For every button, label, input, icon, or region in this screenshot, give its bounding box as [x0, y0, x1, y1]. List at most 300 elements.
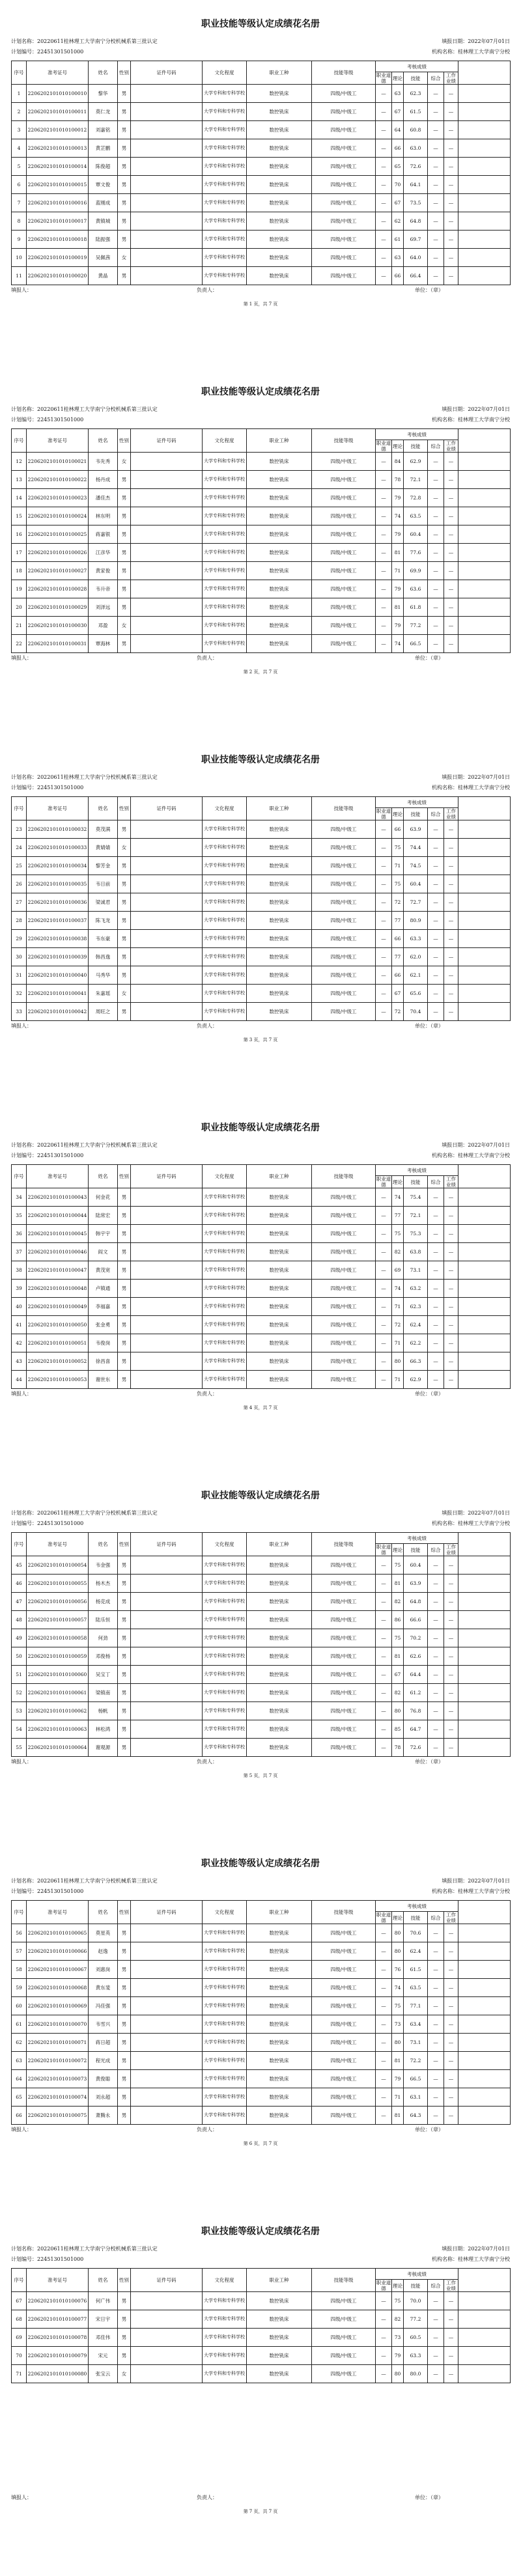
cell-skill: 63.9 [404, 820, 428, 839]
cell-edu: 大学专科和专科学校 [203, 1225, 247, 1243]
table-row [12, 1316, 511, 1334]
header-id: 证件号码 [131, 797, 203, 820]
header-level: 技能等级 [312, 429, 376, 453]
cell-job: 数控铣床 [247, 471, 312, 489]
cell-theory: 73 [392, 2329, 404, 2347]
cell-edu: 大学专科和专科学校 [203, 966, 247, 985]
cell-level: 四级/中级工 [312, 1629, 376, 1647]
cell-blank [458, 507, 511, 525]
cell-id [131, 598, 203, 617]
cell-work: — [444, 1924, 458, 1942]
cell-job: 数控铣床 [247, 1739, 312, 1757]
cell-level: 四级/中级工 [312, 893, 376, 912]
cell-total: — [428, 1352, 444, 1371]
cell-t: — [376, 212, 392, 231]
page-number-total: 7 [268, 1773, 272, 1778]
header-ethics: 职业道德 [376, 808, 391, 820]
cell-level: 四级/中级工 [312, 1666, 376, 1684]
cell-skill: 69.7 [404, 231, 428, 249]
cell-id [131, 966, 203, 985]
cell-gender: 男 [118, 2310, 131, 2329]
cell-job: 数控铣床 [247, 2107, 312, 2125]
header-total: 综合 [428, 440, 444, 453]
cell-blank [458, 875, 511, 893]
table-row [12, 489, 511, 507]
cell-total: — [428, 1942, 444, 1961]
cell-job: 数控铣床 [247, 1666, 312, 1684]
cell-id [131, 839, 203, 857]
table-row [12, 2292, 511, 2310]
page-number-total: 7 [268, 2141, 272, 2146]
cell-level: 四级/中级工 [312, 2347, 376, 2365]
cell-blank [458, 1243, 511, 1261]
cell-cert: 2206202101010100030 [27, 617, 89, 635]
cell-skill: 77.6 [404, 544, 428, 562]
header-theory: 理论 [392, 1176, 404, 1188]
header-name: 姓名 [89, 1533, 118, 1556]
header-gender: 性别 [118, 2269, 131, 2292]
cell-cert: 2206202101010100058 [27, 1629, 89, 1647]
cell-no: 4 [12, 139, 27, 158]
cell-blank [458, 1556, 511, 1575]
cell-id [131, 617, 203, 635]
cell-name: 黄俊聪 [89, 2070, 118, 2088]
cell-id [131, 1371, 203, 1389]
cell-theory: 81 [392, 544, 404, 562]
cell-gender: 男 [118, 1280, 131, 1298]
cell-id [131, 820, 203, 839]
cell-cert: 2206202101010100055 [27, 1575, 89, 1593]
cell-total: — [428, 85, 444, 103]
cell-t: — [376, 1942, 392, 1961]
header-job: 职业工种 [247, 61, 312, 85]
cell-blank [458, 2329, 511, 2347]
cell-edu: 大学专科和专科学校 [203, 580, 247, 598]
cell-skill: 74.4 [404, 839, 428, 857]
cell-edu: 大学专科和专科学校 [203, 2052, 247, 2070]
cell-level: 四级/中级工 [312, 2329, 376, 2347]
header-blank [458, 61, 511, 85]
table-row [12, 2310, 511, 2329]
cell-id [131, 1702, 203, 1720]
cell-job: 数控铣床 [247, 2347, 312, 2365]
cell-theory: 72 [392, 893, 404, 912]
cell-skill: 63.3 [404, 930, 428, 948]
cell-total: — [428, 1298, 444, 1316]
cell-total: — [428, 2070, 444, 2088]
cell-blank [458, 2347, 511, 2365]
cell-level: 四级/中级工 [312, 839, 376, 857]
cell-blank [458, 544, 511, 562]
cell-cert: 2206202101010100049 [27, 1298, 89, 1316]
org-label: 机构名称： [432, 49, 458, 55]
cell-cert: 2206202101010100011 [27, 103, 89, 121]
cell-total: — [428, 2292, 444, 2310]
cell-gender: 男 [118, 1924, 131, 1942]
cell-total: — [428, 103, 444, 121]
cell-t: — [376, 1961, 392, 1979]
cell-cert: 2206202101010100017 [27, 212, 89, 231]
header-level: 技能等级 [312, 1901, 376, 1924]
table-row [12, 875, 511, 893]
cell-cert: 2206202101010100052 [27, 1352, 89, 1371]
page-number-current: 2 [249, 669, 253, 675]
cell-theory: 80 [392, 1702, 404, 1720]
cell-blank [458, 839, 511, 857]
table-row [12, 2329, 511, 2347]
header-name: 姓名 [89, 1901, 118, 1924]
cell-work: — [444, 562, 458, 580]
cell-cert: 2206202101010100038 [27, 930, 89, 948]
cell-level: 四级/中级工 [312, 820, 376, 839]
cell-job: 数控铣床 [247, 1942, 312, 1961]
cell-id [131, 139, 203, 158]
cell-t: — [376, 875, 392, 893]
table-row [12, 839, 511, 857]
cell-edu: 大学专科和专科学校 [203, 635, 247, 653]
cell-t: — [376, 158, 392, 176]
cell-id [131, 1280, 203, 1298]
exam-date: 2022年07月01日 [468, 38, 510, 44]
cell-no: 3 [12, 121, 27, 139]
cell-job: 数控铣床 [247, 1316, 312, 1334]
cell-name: 莫茂满 [89, 820, 118, 839]
cell-id [131, 1666, 203, 1684]
filler-label: 填报人： [11, 1023, 32, 1029]
leader-label: 负责人： [197, 1023, 218, 1029]
cell-cert: 2206202101010100013 [27, 139, 89, 158]
cell-no: 63 [12, 2052, 27, 2070]
cell-name: 黄镇城 [89, 212, 118, 231]
plan-name: 20220611桂林理工大学南宁分校机械系第三批认定 [37, 38, 158, 44]
cell-total: — [428, 2015, 444, 2034]
cell-gender: 女 [118, 985, 131, 1003]
cell-cert: 2206202101010100041 [27, 985, 89, 1003]
cell-id [131, 158, 203, 176]
cell-work: — [444, 544, 458, 562]
cell-id [131, 525, 203, 544]
header-edu: 文化程度 [203, 429, 247, 453]
cell-id [131, 249, 203, 267]
roster-page-4 [0, 1104, 521, 1468]
table-row [12, 1924, 511, 1942]
header-work: 工作业绩 [444, 1912, 458, 1924]
exam-date-label: 填报日期： [442, 1142, 468, 1148]
cell-theory: 79 [392, 580, 404, 598]
table-row [12, 1961, 511, 1979]
cell-no: 53 [12, 1702, 27, 1720]
cell-id [131, 1684, 203, 1702]
header-no: 序号 [12, 1533, 27, 1556]
cell-edu: 大学专科和专科学校 [203, 857, 247, 875]
meta-row-plan [11, 38, 510, 45]
cell-id [131, 1225, 203, 1243]
cell-no: 50 [12, 1647, 27, 1666]
cell-no: 69 [12, 2329, 27, 2347]
cell-gender: 男 [118, 966, 131, 985]
cell-blank [458, 103, 511, 121]
cell-id [131, 507, 203, 525]
cell-skill: 70.4 [404, 1003, 428, 1021]
cell-name: 刘惠岗 [89, 1961, 118, 1979]
cell-gender: 男 [118, 1334, 131, 1352]
score-table [11, 61, 511, 285]
cell-skill: 72.2 [404, 2052, 428, 2070]
org-name: 桂林理工大学南宁分校 [458, 49, 510, 55]
cell-blank [458, 1298, 511, 1316]
header-id: 证件号码 [131, 2269, 203, 2292]
cell-no: 18 [12, 562, 27, 580]
cell-name: 陈飞龙 [89, 912, 118, 930]
org-label: 机构名称： [432, 1153, 458, 1158]
exam-date: 2022年07月01日 [468, 1142, 510, 1148]
filler-label: 填报人： [11, 655, 32, 661]
table-row [12, 176, 511, 194]
cell-theory: 67 [392, 194, 404, 212]
cell-total: — [428, 525, 444, 544]
cell-total: — [428, 267, 444, 285]
cell-t: — [376, 121, 392, 139]
cell-name: 蒋嘉银 [89, 525, 118, 544]
header-level: 技能等级 [312, 2269, 376, 2292]
cell-level: 四级/中级工 [312, 1979, 376, 1997]
table-row [12, 2365, 511, 2383]
plan-name-label: 计划名称： [11, 1878, 37, 1884]
cell-level: 四级/中级工 [312, 1575, 376, 1593]
cell-edu: 大学专科和专科学校 [203, 212, 247, 231]
cell-blank [458, 598, 511, 617]
plan-name-label: 计划名称： [11, 1510, 37, 1516]
cell-blank [458, 2292, 511, 2310]
cell-t: — [376, 489, 392, 507]
cell-no: 52 [12, 1684, 27, 1702]
cell-id [131, 1316, 203, 1334]
cell-total: — [428, 1225, 444, 1243]
cell-job: 数控铣床 [247, 1997, 312, 2015]
cell-theory: 78 [392, 1739, 404, 1757]
header-skill: 技能 [404, 808, 428, 820]
header-level: 技能等级 [312, 1533, 376, 1556]
cell-theory: 71 [392, 562, 404, 580]
cell-job: 数控铣床 [247, 1371, 312, 1389]
cell-no: 49 [12, 1629, 27, 1647]
cell-gender: 男 [118, 857, 131, 875]
cell-blank [458, 194, 511, 212]
cell-no: 2 [12, 103, 27, 121]
cell-name: 韦东豪 [89, 930, 118, 948]
cell-cert: 2206202101010100072 [27, 2052, 89, 2070]
cell-name: 刘嘉铭 [89, 121, 118, 139]
cell-work: — [444, 2070, 458, 2088]
cell-gender: 男 [118, 231, 131, 249]
cell-blank [458, 635, 511, 653]
cell-edu: 大学专科和专科学校 [203, 1334, 247, 1352]
cell-id [131, 2329, 203, 2347]
cell-blank [458, 1942, 511, 1961]
cell-id [131, 2015, 203, 2034]
cell-theory: 66 [392, 966, 404, 985]
table-row [12, 1739, 511, 1757]
cell-level: 四级/中级工 [312, 1371, 376, 1389]
cell-level: 四级/中级工 [312, 1942, 376, 1961]
cell-gender: 男 [118, 875, 131, 893]
cell-cert: 2206202101010100016 [27, 194, 89, 212]
cell-cert: 2206202101010100045 [27, 1225, 89, 1243]
cell-skill: 62.9 [404, 1371, 428, 1389]
cell-total: — [428, 857, 444, 875]
header-blank [458, 2269, 511, 2292]
cell-level: 四级/中级工 [312, 2310, 376, 2329]
cell-gender: 男 [118, 267, 131, 285]
header-id: 证件号码 [131, 1165, 203, 1188]
cell-level: 四级/中级工 [312, 580, 376, 598]
cell-id [131, 1352, 203, 1371]
cell-blank [458, 1371, 511, 1389]
cell-gender: 男 [118, 1647, 131, 1666]
cell-name: 江彦华 [89, 544, 118, 562]
cell-cert: 2206202101010100048 [27, 1280, 89, 1298]
cell-id [131, 2310, 203, 2329]
table-row [12, 562, 511, 580]
cell-theory: 72 [392, 1316, 404, 1334]
cell-job: 数控铣床 [247, 489, 312, 507]
cell-no: 38 [12, 1261, 27, 1280]
cell-work: — [444, 635, 458, 653]
cell-work: — [444, 1997, 458, 2015]
cell-skill: 66.4 [404, 267, 428, 285]
cell-theory: 84 [392, 453, 404, 471]
cell-edu: 大学专科和专科学校 [203, 1702, 247, 1720]
cell-t: — [376, 2015, 392, 2034]
cell-skill: 66.5 [404, 2070, 428, 2088]
header-no: 序号 [12, 797, 27, 820]
cell-gender: 女 [118, 453, 131, 471]
cell-level: 四级/中级工 [312, 1188, 376, 1207]
cell-job: 数控铣床 [247, 948, 312, 966]
table-row [12, 1261, 511, 1280]
cell-edu: 大学专科和专科学校 [203, 617, 247, 635]
header-total: 综合 [428, 2280, 444, 2292]
cell-theory: 66 [392, 820, 404, 839]
cell-no: 19 [12, 580, 27, 598]
meta-row-plan [11, 2245, 510, 2252]
table-row [12, 1003, 511, 1021]
exam-date-label: 填报日期： [442, 1878, 468, 1884]
cell-total: — [428, 1316, 444, 1334]
cell-blank [458, 1739, 511, 1757]
table-row [12, 2015, 511, 2034]
roster-page-1 [0, 0, 521, 365]
header-blank [458, 429, 511, 453]
plan-name: 20220611桂林理工大学南宁分校机械系第三批认定 [37, 1878, 158, 1884]
cell-total: — [428, 562, 444, 580]
cell-work: — [444, 2034, 458, 2052]
cell-work: — [444, 471, 458, 489]
page-number: 第 6 页，共 7 页 [243, 2141, 278, 2146]
cell-work: — [444, 1593, 458, 1611]
cell-skill: 61.5 [404, 103, 428, 121]
table-row [12, 139, 511, 158]
table-row [12, 2088, 511, 2107]
cell-total: — [428, 1997, 444, 2015]
table-row [12, 544, 511, 562]
cell-level: 四级/中级工 [312, 1003, 376, 1021]
header-edu: 文化程度 [203, 1533, 247, 1556]
cell-id [131, 544, 203, 562]
cell-work: — [444, 1261, 458, 1280]
cell-cert: 2206202101010100059 [27, 1647, 89, 1666]
cell-id [131, 2070, 203, 2088]
cell-theory: 82 [392, 1593, 404, 1611]
cell-name: 韩宇宇 [89, 1225, 118, 1243]
cell-total: — [428, 839, 444, 857]
cell-work: — [444, 1280, 458, 1298]
cell-no: 66 [12, 2107, 27, 2125]
table-row [12, 2034, 511, 2052]
cell-gender: 男 [118, 1611, 131, 1629]
cell-skill: 62.0 [404, 948, 428, 966]
cell-work: — [444, 1316, 458, 1334]
cell-job: 数控铣床 [247, 2365, 312, 2383]
cell-no: 8 [12, 212, 27, 231]
cell-total: — [428, 912, 444, 930]
cell-id [131, 176, 203, 194]
cell-theory: 79 [392, 525, 404, 544]
cell-cert: 2206202101010100027 [27, 562, 89, 580]
cell-blank [458, 2088, 511, 2107]
cell-edu: 大学专科和专科学校 [203, 948, 247, 966]
exam-date: 2022年07月01日 [468, 774, 510, 780]
cell-blank [458, 580, 511, 598]
cell-no: 1 [12, 85, 27, 103]
plan-no: 22451301501000 [37, 1153, 84, 1158]
cell-no: 35 [12, 1207, 27, 1225]
table-row [12, 267, 511, 285]
cell-job: 数控铣床 [247, 2310, 312, 2329]
cell-theory: 74 [392, 1979, 404, 1997]
cell-id [131, 231, 203, 249]
cell-level: 四级/中级工 [312, 121, 376, 139]
roster-page-5 [0, 1472, 521, 1836]
cell-t: — [376, 453, 392, 471]
cell-id [131, 1611, 203, 1629]
cell-edu: 大学专科和专科学校 [203, 249, 247, 267]
cell-no: 46 [12, 1575, 27, 1593]
cell-cert: 2206202101010100050 [27, 1316, 89, 1334]
cell-skill: 60.4 [404, 1556, 428, 1575]
cell-gender: 男 [118, 1352, 131, 1371]
header-blank [458, 797, 511, 820]
cell-blank [458, 1702, 511, 1720]
cell-total: — [428, 1556, 444, 1575]
header-total: 综合 [428, 1176, 444, 1188]
cell-name: 陈俊超 [89, 158, 118, 176]
header-level: 技能等级 [312, 797, 376, 820]
cell-skill: 63.2 [404, 1280, 428, 1298]
cell-job: 数控铣床 [247, 820, 312, 839]
cell-blank [458, 1961, 511, 1979]
cell-theory: 75 [392, 1997, 404, 2015]
cell-cert: 2206202101010100071 [27, 2034, 89, 2052]
cell-level: 四级/中级工 [312, 1298, 376, 1316]
cell-theory: 66 [392, 267, 404, 285]
cell-total: — [428, 635, 444, 653]
header-name: 姓名 [89, 2269, 118, 2292]
cell-skill: 72.6 [404, 158, 428, 176]
cell-level: 四级/中级工 [312, 489, 376, 507]
cell-level: 四级/中级工 [312, 103, 376, 121]
cell-job: 数控铣床 [247, 2088, 312, 2107]
